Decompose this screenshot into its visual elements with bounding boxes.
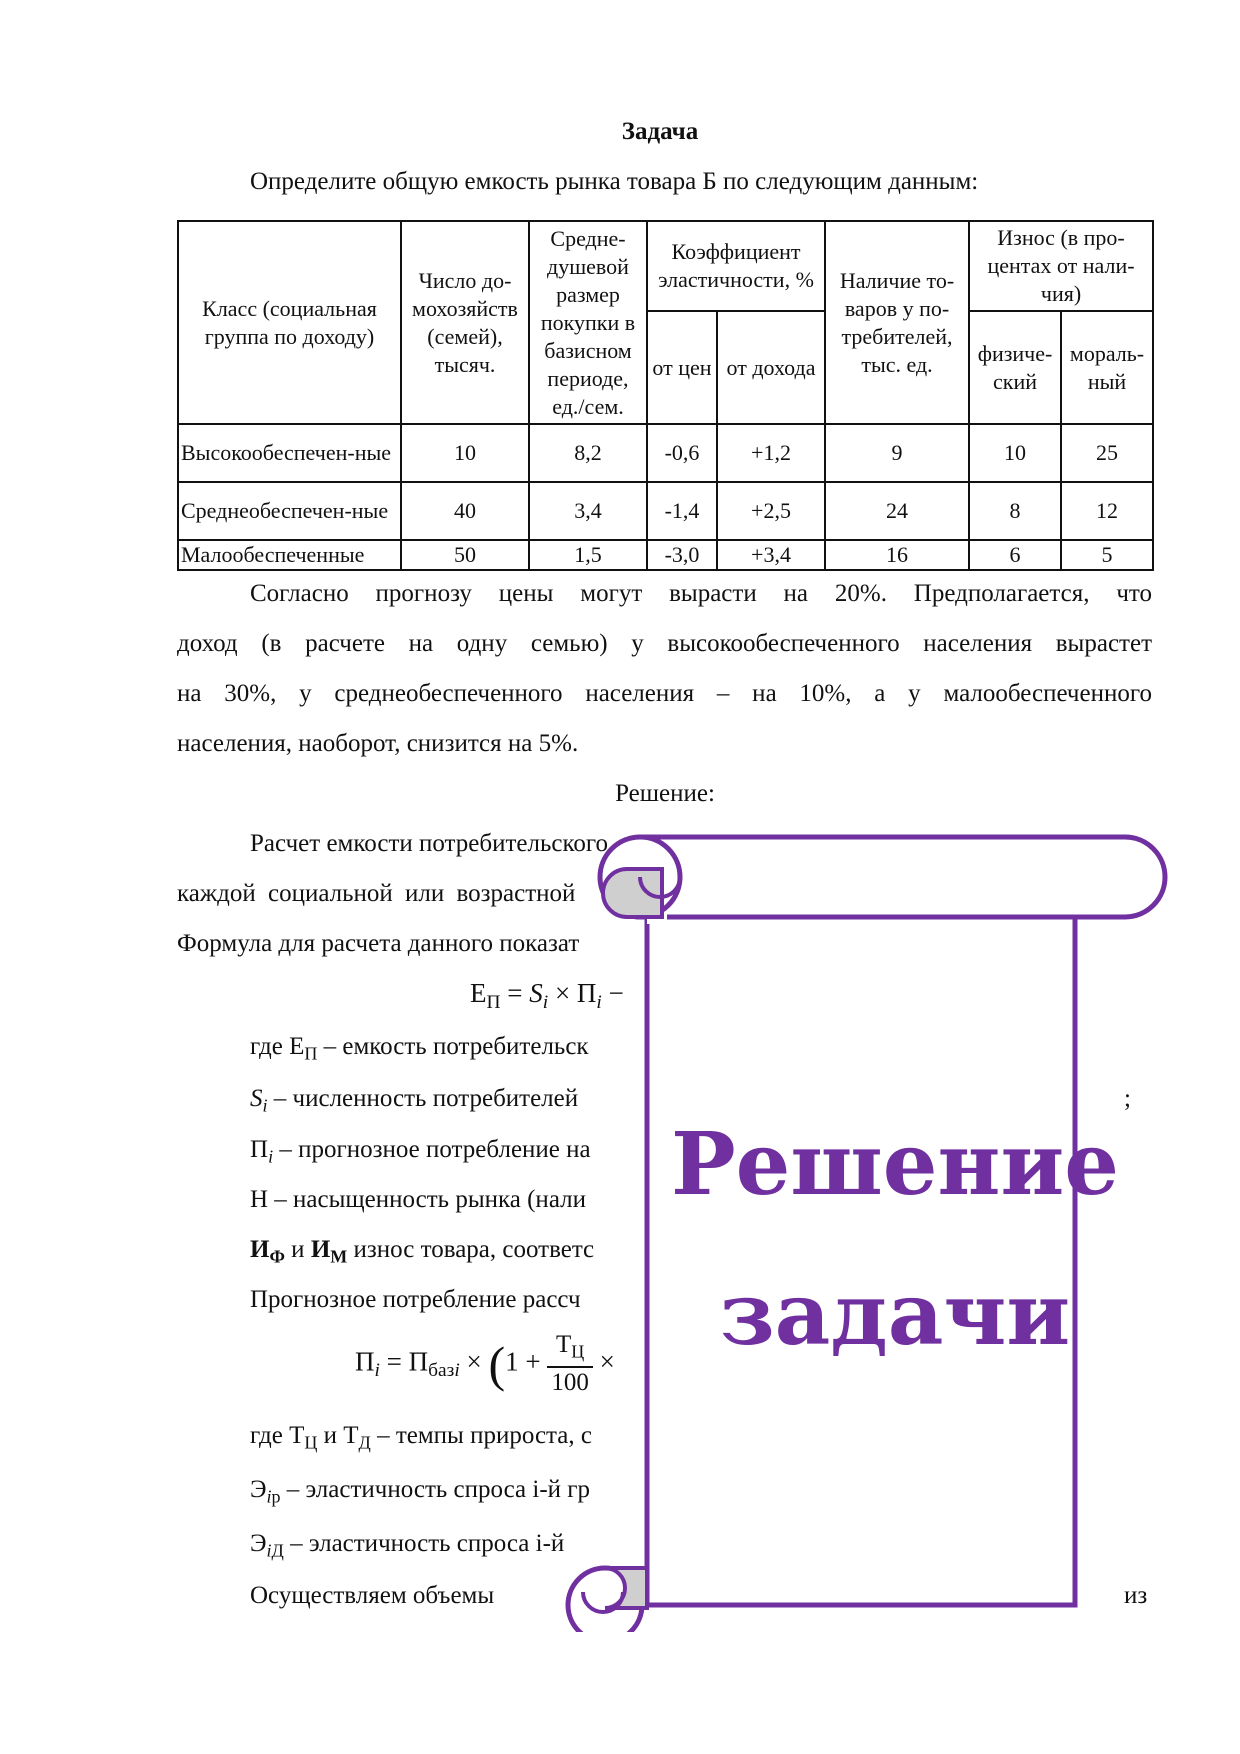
row-wear-moral: 25 bbox=[1061, 424, 1153, 482]
row-wear-moral: 12 bbox=[1061, 482, 1153, 540]
table-row bbox=[178, 424, 1153, 482]
row-income-elasticity: +2,5 bbox=[717, 482, 825, 540]
header-avg-purchase: Средне-душевой размер покупки в базисном периоде, ед./сем. bbox=[529, 221, 647, 424]
forecast-line-1: Согласно прогнозу цены могут вырасти на 20%. Предполагается, что bbox=[250, 580, 1152, 607]
solution-line-2: каждой социальной или возрастной bbox=[177, 880, 576, 907]
header-wear-physical: физиче-ский bbox=[969, 311, 1061, 424]
row-avg: 8,2 bbox=[529, 424, 647, 482]
last-line: Осуществляем объемы bbox=[250, 1582, 495, 1609]
def-eid: $Э_{iД}$ – эластичность спроса i-й bbox=[250, 1530, 565, 1561]
row-class: Малообеспеченные bbox=[178, 540, 401, 570]
row-avg: 3,4 bbox=[529, 482, 647, 540]
overlay-title-line-2: задачи bbox=[719, 1264, 1071, 1365]
header-households: Число до-мохозяйств (семей), тысяч. bbox=[401, 221, 529, 424]
row-wear-physical: 6 bbox=[969, 540, 1061, 570]
table-row bbox=[178, 482, 1153, 540]
row-stock: 24 bbox=[825, 482, 969, 540]
def-eip: $Э_{iр}$ – эластичность спроса i-й гр bbox=[250, 1476, 591, 1507]
header-elasticity-price: от цен bbox=[647, 311, 717, 424]
header-elasticity-income: от дохода bbox=[717, 311, 825, 424]
row-households: 40 bbox=[401, 482, 529, 540]
def-en: где $Е_П$ – емкость потребительск bbox=[250, 1033, 589, 1064]
capacity-formula: $Е_П = S_i \times П_i$ − bbox=[470, 978, 624, 1013]
last-line-tail: из bbox=[1124, 1582, 1148, 1609]
row-income-elasticity: +3,4 bbox=[717, 540, 825, 570]
forecast-line-2: доход (в расчете на одну семью) у высокообеспеченного населения вырастет bbox=[177, 630, 1152, 657]
row-wear-physical: 10 bbox=[969, 424, 1061, 482]
header-wear: Износ (в про-центах от нали-чия) bbox=[969, 221, 1153, 311]
def-pi: $П_i$ – прогнозное потребление на bbox=[250, 1136, 591, 1167]
def-si: $S_i$ – численность потребителей bbox=[250, 1085, 579, 1116]
row-price-elasticity: -3,0 bbox=[647, 540, 717, 570]
header-wear-moral: мораль-ный bbox=[1061, 311, 1153, 424]
market-data-table bbox=[177, 220, 1154, 571]
solution-heading: Решение: bbox=[615, 780, 715, 807]
overlay-title-line-1: Решение bbox=[671, 1114, 1119, 1215]
solution-line-1: Расчет емкости потребительского bbox=[250, 830, 608, 857]
forecast-line-4: населения, наоборот, снизится на 5%. bbox=[177, 730, 579, 757]
intro-text: Определите общую емкость рынка товара Б по следующим данным: bbox=[250, 168, 979, 195]
row-class: Среднеобеспечен-ные bbox=[178, 482, 401, 540]
row-wear-physical: 8 bbox=[969, 482, 1061, 540]
row-stock: 16 bbox=[825, 540, 969, 570]
row-households: 10 bbox=[401, 424, 529, 482]
row-class: Высокообеспечен-ные bbox=[178, 424, 401, 482]
row-price-elasticity: -0,6 bbox=[647, 424, 717, 482]
def-si-tail: ; bbox=[1124, 1085, 1131, 1112]
def-wear: $И_Ф$ и $И_М$ износ товара, соответс bbox=[250, 1236, 595, 1267]
table-row bbox=[178, 540, 1153, 570]
solution-line-3: Формула для расчета данного показат bbox=[177, 930, 580, 957]
heading: Задача bbox=[621, 118, 699, 145]
forecast-calc-text: Прогнозное потребление рассч bbox=[250, 1286, 581, 1313]
row-avg: 1,5 bbox=[529, 540, 647, 570]
row-households: 50 bbox=[401, 540, 529, 570]
forecast-line-3: на 30%, у среднеобеспеченного населения – на 10%, а у малообеспеченного bbox=[177, 680, 1152, 707]
consumption-formula: $П_i = П_{базi} \times (1$ + $\frac{Т_Ц}{100}$ × bbox=[355, 1331, 615, 1397]
def-h: Н – насыщенность рынка (нали bbox=[250, 1186, 586, 1213]
row-stock: 9 bbox=[825, 424, 969, 482]
header-elasticity: Коэффициент эластичности, % bbox=[647, 221, 825, 311]
header-class: Класс (социальная группа по доходу) bbox=[178, 221, 401, 424]
row-price-elasticity: -1,4 bbox=[647, 482, 717, 540]
row-wear-moral: 5 bbox=[1061, 540, 1153, 570]
row-income-elasticity: +1,2 bbox=[717, 424, 825, 482]
def-tc-td: где $Т_Ц$ и $Т_Д$ – темпы прироста, с bbox=[250, 1422, 592, 1453]
header-stock: Наличие то-варов у по-требителей, тыс. ед. bbox=[825, 221, 969, 424]
